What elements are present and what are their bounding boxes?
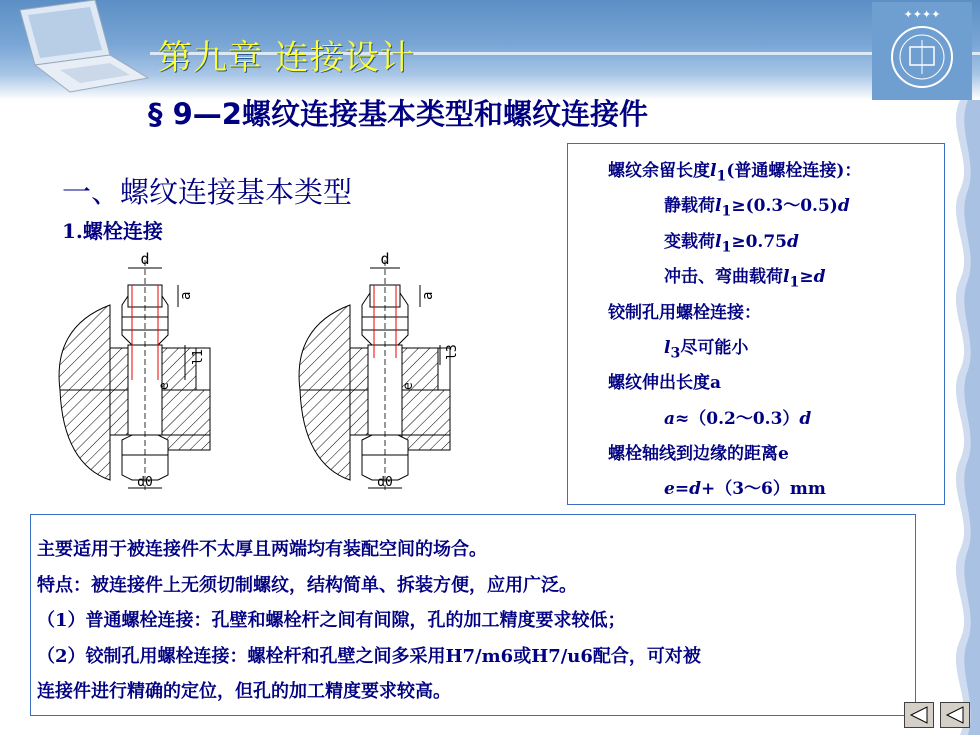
param-axis-distance: 螺栓轴线到边缘的距离e — [608, 444, 789, 464]
label-a: a — [420, 291, 436, 300]
label-d: d — [380, 250, 390, 268]
triangle-left-icon — [905, 703, 933, 727]
prev-slide-button[interactable] — [904, 702, 934, 728]
subheading-bolt-connection: 1.螺栓连接 — [62, 219, 163, 243]
param-e-formula: e=d+（3～6）mm — [664, 479, 826, 499]
summary-line-1: 主要适用于被连接件不太厚且两端均有装配空间的场合。 — [37, 539, 487, 560]
param-thread-remaining: 螺纹余留长度$l_1$(普通螺栓连接)： — [608, 161, 862, 185]
summary-line-3: （1）普通螺栓连接：孔壁和螺栓杆之间有间隙，孔的加工精度要求较低； — [37, 610, 626, 631]
label-e: e — [401, 382, 416, 390]
param-a-formula: a≈（0.2～0.3）d — [664, 409, 812, 429]
param-impact-load: 冲击、弯曲载荷$l_1\ge d$ — [664, 267, 826, 291]
label-d: d — [140, 250, 150, 268]
label-e: e — [157, 382, 172, 390]
summary-line-5: 连接件进行精确的定位，但孔的加工精度要求较高。 — [37, 681, 451, 702]
label-l3: l3 — [445, 344, 460, 360]
chapter-title: 第九章 连接设计 — [158, 38, 415, 78]
param-variable-load: 变载荷$l_1\ge 0.75d$ — [664, 232, 799, 256]
label-d0: d0 — [377, 475, 393, 490]
label-d0: d0 — [137, 475, 153, 490]
param-l3: $l_3$尽可能小 — [664, 338, 749, 362]
ordinary-bolt-diagram — [50, 250, 250, 498]
label-a: a — [178, 291, 194, 300]
university-emblem-icon — [872, 2, 972, 100]
summary-line-2: 特点：被连接件上无须切制螺纹，结构简单、拆装方便，应用广泛。 — [37, 575, 577, 596]
summary-box — [30, 514, 916, 716]
parameters-box — [567, 143, 945, 505]
reamed-bolt-diagram — [290, 250, 490, 498]
triangle-left-icon — [941, 703, 969, 727]
next-slide-button[interactable] — [940, 702, 970, 728]
param-static-load: 静载荷$l_1\ge(0.3\sim 0.5)d$ — [664, 196, 850, 220]
section-title: § 9—2螺纹连接基本类型和螺纹连接件 — [148, 97, 648, 131]
label-l1: l1 — [191, 349, 206, 365]
param-reamed-bolt: 铰制孔用螺栓连接： — [608, 303, 761, 323]
heading-basic-types: 一、螺纹连接基本类型 — [62, 175, 353, 209]
svg-text:✦✦✦✦: ✦✦✦✦ — [903, 8, 941, 21]
param-thread-extension: 螺纹伸出长度a — [608, 373, 722, 393]
laptop-icon — [0, 0, 150, 100]
summary-line-4: （2）铰制孔用螺栓连接：螺栓杆和孔壁之间多采用H7/m6或H7/u6配合，可对被 — [37, 646, 701, 667]
